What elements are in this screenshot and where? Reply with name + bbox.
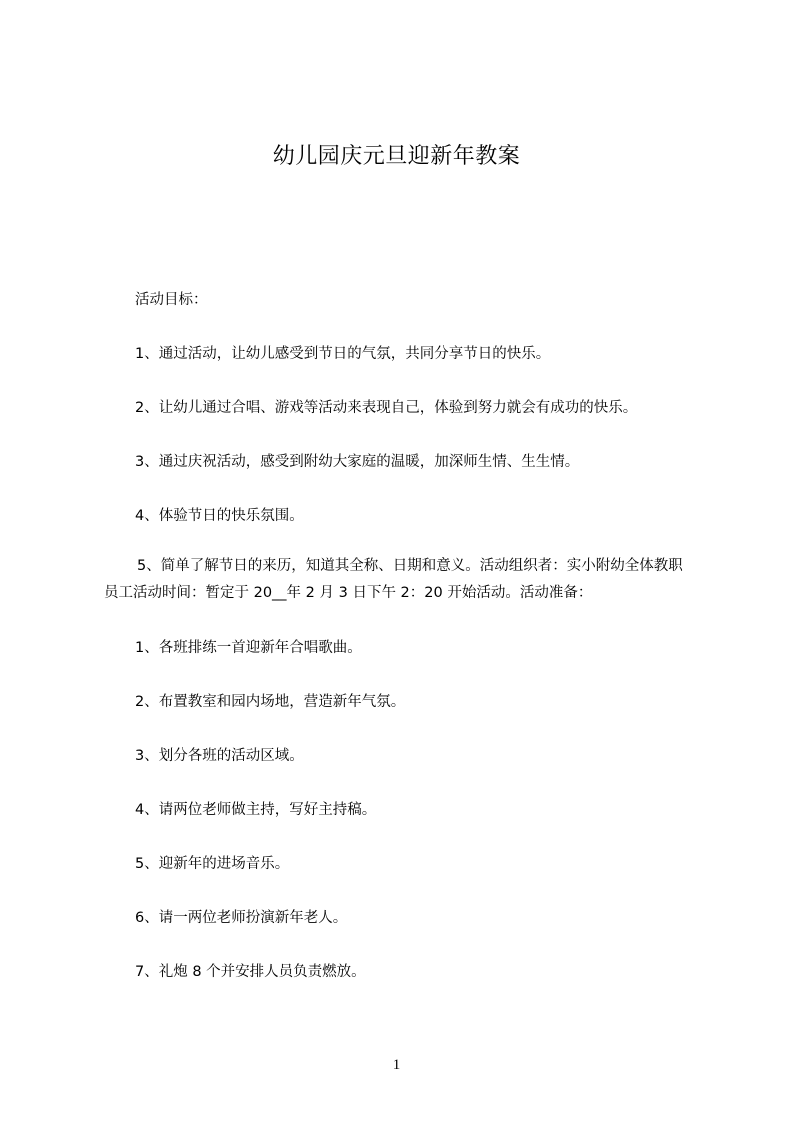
objective-item-5-paragraph: 5、简单了解节日的来历，知道其全称、日期和意义。活动组织者：实小附幼全体教职员工活动时间：暂定于 20__年 2 月 3 日下午 2：20 开始活动。活动准备： xyxy=(104,558,683,601)
preparation-item-6: 6、请一两位老师扮演新年老人。 xyxy=(135,910,348,926)
page-number: 1 xyxy=(392,1057,401,1073)
preparation-item-4: 4、请两位老师做主持，写好主持稿。 xyxy=(135,802,377,818)
objective-item-2: 2、让幼儿通过合唱、游戏等活动来表现自己，体验到努力就会有成功的快乐。 xyxy=(135,400,638,416)
preparation-item-5: 5、迎新年的进场音乐。 xyxy=(135,856,290,872)
document-title: 幼儿园庆元旦迎新年教案 xyxy=(272,144,521,169)
objective-item-1: 1、通过活动，让幼儿感受到节日的气氛，共同分享节日的快乐。 xyxy=(135,346,551,362)
preparation-item-3: 3、划分各班的活动区域。 xyxy=(135,748,304,764)
objective-item-3: 3、通过庆祝活动，感受到附幼大家庭的温暖，加深师生情、生生情。 xyxy=(135,454,580,470)
objective-item-4: 4、体验节日的快乐氛围。 xyxy=(135,508,304,524)
preparation-item-7: 7、礼炮 8 个并安排人员负责燃放。 xyxy=(135,964,366,980)
objectives-heading: 活动目标： xyxy=(135,292,208,308)
preparation-item-1: 1、各班排练一首迎新年合唱歌曲。 xyxy=(135,640,362,656)
preparation-item-2: 2、布置教室和园内场地，营造新年气氛。 xyxy=(135,694,406,710)
